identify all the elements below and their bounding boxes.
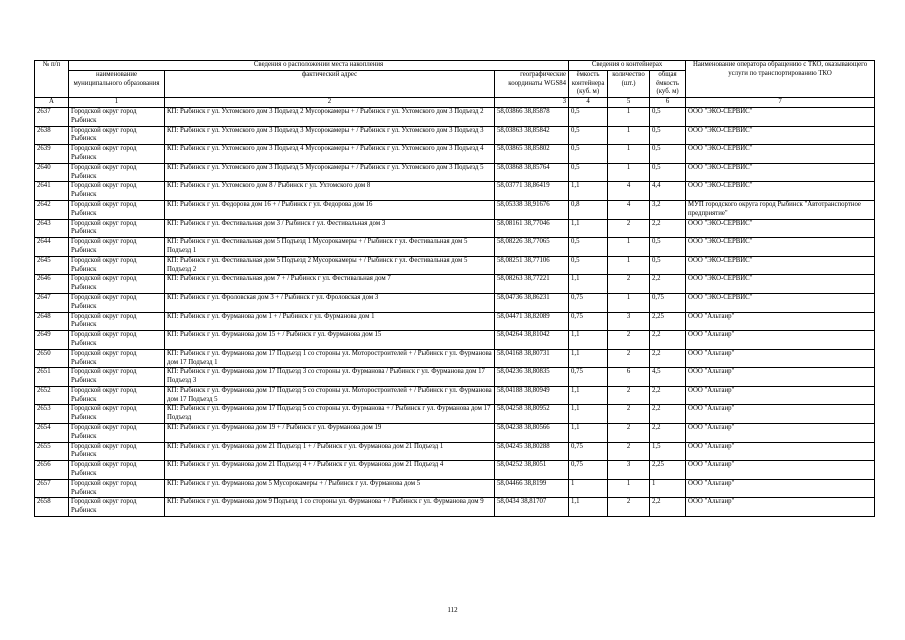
municipality-cell: Городской округ город Рыбинск bbox=[69, 405, 165, 424]
count-cell: 1 bbox=[608, 126, 650, 145]
operator-cell: ООО "Альтаир" bbox=[686, 424, 875, 443]
row-number: 2656 bbox=[35, 461, 69, 480]
total-capacity-cell: 2,2 bbox=[650, 349, 686, 368]
address-cell: КП: Рыбинск г ул. Фурманова дом 17 Подъезд 5 со стороны ул. Моторостроителей + / Рыбинск г ул. Фурманова дом 17 Подъезд 5 bbox=[165, 386, 495, 405]
header-operator: Наименование оператора обращению с ТКО, оказывающего услуги по транспортированию ТКО bbox=[686, 61, 875, 98]
operator-cell: ООО "ЭКО-СЕРВИС" bbox=[686, 293, 875, 312]
municipality-cell: Городской округ город Рыбинск bbox=[69, 368, 165, 387]
address-cell: КП: Рыбинск г ул. Фурманова дом 21 Подъезд 4 + / Рыбинск г ул. Фурманова дом 21 Подъезд 4 bbox=[165, 461, 495, 480]
municipality-cell: Городской округ город Рыбинск bbox=[69, 126, 165, 145]
coordinates-cell: 58,04258 38,80952 bbox=[495, 405, 569, 424]
count-cell: 3 bbox=[608, 312, 650, 331]
coordinates-cell: 58,03863 38,85842 bbox=[495, 126, 569, 145]
table-row bbox=[35, 331, 875, 350]
index-cell: 7 bbox=[686, 98, 875, 108]
table-row bbox=[35, 312, 875, 331]
count-cell: 2 bbox=[608, 331, 650, 350]
table-row bbox=[35, 461, 875, 480]
row-number: 2650 bbox=[35, 349, 69, 368]
municipality-cell: Городской округ город Рыбинск bbox=[69, 331, 165, 350]
total-capacity-cell: 0,5 bbox=[650, 126, 686, 145]
count-cell: 2 bbox=[608, 349, 650, 368]
header-coords: географические координаты WGS84 bbox=[495, 70, 569, 97]
coordinates-cell: 58,04188 38,80949 bbox=[495, 386, 569, 405]
municipality-cell: Городской округ город Рыбинск bbox=[69, 349, 165, 368]
coordinates-cell: 58,08226 38,77065 bbox=[495, 238, 569, 257]
municipality-cell: Городской округ город Рыбинск bbox=[69, 442, 165, 461]
coordinates-cell: 58,04238 38,80566 bbox=[495, 424, 569, 443]
address-cell: КП: Рыбинск г ул. Фроловская дом 3 + / Рыбинск г ул. Фроловская дом 3 bbox=[165, 293, 495, 312]
capacity-cell: 0,5 bbox=[569, 126, 608, 145]
header-municipality: наименование муниципального образования bbox=[69, 70, 165, 97]
coordinates-cell: 58,08263 38,77221 bbox=[495, 275, 569, 294]
index-cell: 3 bbox=[495, 98, 569, 108]
coordinates-cell: 58,04471 38,82089 bbox=[495, 312, 569, 331]
index-row bbox=[35, 98, 875, 108]
operator-cell: ООО "ЭКО-СЕРВИС" bbox=[686, 238, 875, 257]
row-number: 2652 bbox=[35, 386, 69, 405]
operator-cell: ООО "ЭКО-СЕРВИС" bbox=[686, 275, 875, 294]
total-capacity-cell: 3,2 bbox=[650, 200, 686, 219]
row-number: 2648 bbox=[35, 312, 69, 331]
table-row bbox=[35, 200, 875, 219]
count-cell: 2 bbox=[608, 219, 650, 238]
count-cell: 1 bbox=[608, 293, 650, 312]
operator-cell: ООО "ЭКО-СЕРВИС" bbox=[686, 182, 875, 201]
operator-cell: МУП городского округа город Рыбинск "Автотранспортное предприятие" bbox=[686, 200, 875, 219]
capacity-cell: 0,75 bbox=[569, 442, 608, 461]
total-capacity-cell: 0,5 bbox=[650, 256, 686, 275]
address-cell: КП: Рыбинск г ул. Ухтомского дом 3 Подъезд 2 Мусорокамеры + / Рыбинск г ул. Ухтомского дом 3 Подъезд 2 bbox=[165, 107, 495, 126]
coordinates-cell: 58,03868 38,85764 bbox=[495, 163, 569, 182]
row-number: 2646 bbox=[35, 275, 69, 294]
row-number: 2642 bbox=[35, 200, 69, 219]
header-total: общая ёмкость (куб. м) bbox=[650, 70, 686, 97]
count-cell: 1 bbox=[608, 145, 650, 164]
header-num: № п/п bbox=[35, 61, 69, 98]
municipality-cell: Городской округ город Рыбинск bbox=[69, 107, 165, 126]
row-number: 2658 bbox=[35, 498, 69, 517]
total-capacity-cell: 1,5 bbox=[650, 442, 686, 461]
table-row bbox=[35, 349, 875, 368]
coordinates-cell: 58,03865 38,85802 bbox=[495, 145, 569, 164]
address-cell: КП: Рыбинск г ул. Ухтомского дом 3 Подъезд 4 Мусорокамеры + / Рыбинск г ул. Ухтомского дом 3 Подъезд 4 bbox=[165, 145, 495, 164]
row-number: 2657 bbox=[35, 479, 69, 498]
capacity-cell: 1,1 bbox=[569, 405, 608, 424]
coordinates-cell: 58,04736 38,86231 bbox=[495, 293, 569, 312]
operator-cell: ООО "Альтаир" bbox=[686, 386, 875, 405]
capacity-cell: 0,5 bbox=[569, 107, 608, 126]
index-cell: 2 bbox=[165, 98, 495, 108]
table-row bbox=[35, 163, 875, 182]
capacity-cell: 1,1 bbox=[569, 349, 608, 368]
row-number: 2653 bbox=[35, 405, 69, 424]
operator-cell: ООО "Альтаир" bbox=[686, 349, 875, 368]
total-capacity-cell: 4,4 bbox=[650, 182, 686, 201]
row-number: 2649 bbox=[35, 331, 69, 350]
municipality-cell: Городской округ город Рыбинск bbox=[69, 386, 165, 405]
capacity-cell: 0,5 bbox=[569, 145, 608, 164]
table-row bbox=[35, 424, 875, 443]
operator-cell: ООО "ЭКО-СЕРВИС" bbox=[686, 163, 875, 182]
address-cell: КП: Рыбинск г ул. Фурманова дом 1 + / Рыбинск г ул. Фурманова дом 1 bbox=[165, 312, 495, 331]
municipality-cell: Городской округ город Рыбинск bbox=[69, 424, 165, 443]
total-capacity-cell: 0,75 bbox=[650, 293, 686, 312]
coordinates-cell: 58,04245 38,80288 bbox=[495, 442, 569, 461]
coordinates-cell: 58,08251 38,77106 bbox=[495, 256, 569, 275]
table-row bbox=[35, 293, 875, 312]
coordinates-cell: 58,08161 38,77046 bbox=[495, 219, 569, 238]
coordinates-cell: 58,0434 38,81707 bbox=[495, 498, 569, 517]
address-cell: КП: Рыбинск г ул. Фурманова дом 21 Подъезд 1 + / Рыбинск г ул. Фурманова дом 21 Подъезд 1 bbox=[165, 442, 495, 461]
address-cell: КП: Рыбинск г ул. Фурманова дом 5 Мусорокамеры + / Рыбинск г ул. Фурманова дом 5 bbox=[165, 479, 495, 498]
total-capacity-cell: 0,5 bbox=[650, 145, 686, 164]
index-cell: А bbox=[35, 98, 69, 108]
count-cell: 1 bbox=[608, 163, 650, 182]
capacity-cell: 1,1 bbox=[569, 498, 608, 517]
address-cell: КП: Рыбинск г ул. Фурманова дом 9 Подъезд 1 со стороны ул. Фурманова + / Рыбинск г ул. Фурманова дом 9 bbox=[165, 498, 495, 517]
table-row bbox=[35, 107, 875, 126]
row-number: 2655 bbox=[35, 442, 69, 461]
operator-cell: ООО "Альтаир" bbox=[686, 442, 875, 461]
count-cell: 1 bbox=[608, 479, 650, 498]
count-cell: 2 bbox=[608, 424, 650, 443]
row-number: 2643 bbox=[35, 219, 69, 238]
municipality-cell: Городской округ город Рыбинск bbox=[69, 275, 165, 294]
municipality-cell: Городской округ город Рыбинск bbox=[69, 256, 165, 275]
address-cell: КП: Рыбинск г ул. Ухтомского дом 3 Подъезд 3 Мусорокамеры + / Рыбинск г ул. Ухтомского дом 3 Подъезд 3 bbox=[165, 126, 495, 145]
address-cell: КП: Рыбинск г ул. Фурманова дом 19 + / Рыбинск г ул. Фурманова дом 19 bbox=[165, 424, 495, 443]
row-number: 2644 bbox=[35, 238, 69, 257]
operator-cell: ООО "ЭКО-СЕРВИС" bbox=[686, 126, 875, 145]
municipality-cell: Городской округ город Рыбинск bbox=[69, 219, 165, 238]
operator-cell: ООО "Альтаир" bbox=[686, 331, 875, 350]
municipality-cell: Городской округ город Рыбинск bbox=[69, 238, 165, 257]
address-cell: КП: Рыбинск г ул. Фурманова дом 17 Подъезд 3 со стороны ул. Фурманова / Рыбинск г ул. Фурманова дом 17 Подъезд 3 bbox=[165, 368, 495, 387]
capacity-cell: 1,1 bbox=[569, 219, 608, 238]
operator-cell: ООО "Альтаир" bbox=[686, 479, 875, 498]
table-row bbox=[35, 498, 875, 517]
row-number: 2647 bbox=[35, 293, 69, 312]
index-cell: 1 bbox=[69, 98, 165, 108]
capacity-cell: 1 bbox=[569, 479, 608, 498]
table-row bbox=[35, 182, 875, 201]
total-capacity-cell: 2,2 bbox=[650, 331, 686, 350]
operator-cell: ООО "ЭКО-СЕРВИС" bbox=[686, 145, 875, 164]
address-cell: КП: Рыбинск г ул. Фестивальная дом 3 / Рыбинск г ул. Фестивальная дом 3 bbox=[165, 219, 495, 238]
capacity-cell: 1,1 bbox=[569, 331, 608, 350]
capacity-cell: 0,75 bbox=[569, 368, 608, 387]
operator-cell: ООО "ЭКО-СЕРВИС" bbox=[686, 219, 875, 238]
total-capacity-cell: 2,25 bbox=[650, 461, 686, 480]
municipality-cell: Городской округ город Рыбинск bbox=[69, 461, 165, 480]
table-row bbox=[35, 479, 875, 498]
municipality-cell: Городской округ город Рыбинск bbox=[69, 182, 165, 201]
coordinates-cell: 58,05338 38,91676 bbox=[495, 200, 569, 219]
count-cell: 2 bbox=[608, 405, 650, 424]
address-cell: КП: Рыбинск г ул. Фурманова дом 17 Подъезд 1 со стороны ул. Моторостроителей + / Рыбинск г ул. Фурманова дом 17 Подъезд 1 bbox=[165, 349, 495, 368]
coordinates-cell: 58,04466 38,8199 bbox=[495, 479, 569, 498]
capacity-cell: 0,5 bbox=[569, 163, 608, 182]
header-address: фактический адрес bbox=[165, 70, 495, 97]
address-cell: КП: Рыбинск г ул. Федорова дом 16 + / Рыбинск г ул. Федорова дом 16 bbox=[165, 200, 495, 219]
total-capacity-cell: 1 bbox=[650, 479, 686, 498]
count-cell: 3 bbox=[608, 461, 650, 480]
municipality-cell: Городской округ город Рыбинск bbox=[69, 200, 165, 219]
table-row bbox=[35, 219, 875, 238]
total-capacity-cell: 2,2 bbox=[650, 405, 686, 424]
page-number: 112 bbox=[447, 606, 458, 614]
total-capacity-cell: 2,2 bbox=[650, 275, 686, 294]
total-capacity-cell: 0,5 bbox=[650, 163, 686, 182]
address-cell: КП: Рыбинск г ул. Фурманова дом 15 + / Рыбинск г ул. Фурманова дом 15 bbox=[165, 331, 495, 350]
capacity-cell: 0,8 bbox=[569, 200, 608, 219]
operator-cell: ООО "Альтаир" bbox=[686, 368, 875, 387]
address-cell: КП: Рыбинск г ул. Ухтомского дом 8 / Рыбинск г ул. Ухтомского дом 8 bbox=[165, 182, 495, 201]
coordinates-cell: 58,04168 38,80731 bbox=[495, 349, 569, 368]
coordinates-cell: 58,03866 38,85878 bbox=[495, 107, 569, 126]
address-cell: КП: Рыбинск г ул. Фестивальная дом 5 Подъезд 2 Мусорокамеры + / Рыбинск г ул. Фестивальная дом 5 Подъезд 2 bbox=[165, 256, 495, 275]
row-number: 2640 bbox=[35, 163, 69, 182]
operator-cell: ООО "Альтаир" bbox=[686, 498, 875, 517]
row-number: 2638 bbox=[35, 126, 69, 145]
header-capacity: ёмкость контейнера (куб. м) bbox=[569, 70, 608, 97]
capacity-cell: 0,5 bbox=[569, 238, 608, 257]
count-cell: 1 bbox=[608, 256, 650, 275]
total-capacity-cell: 2,25 bbox=[650, 312, 686, 331]
address-cell: КП: Рыбинск г ул. Фестивальная дом 5 Подъезд 1 Мусорокамеры + / Рыбинск г ул. Фестивальная дом 5 Подъезд 1 bbox=[165, 238, 495, 257]
index-cell: 5 bbox=[608, 98, 650, 108]
table-row bbox=[35, 442, 875, 461]
table-row bbox=[35, 256, 875, 275]
operator-cell: ООО "Альтаир" bbox=[686, 312, 875, 331]
row-number: 2639 bbox=[35, 145, 69, 164]
table-row bbox=[35, 386, 875, 405]
header-count: количество (шт.) bbox=[608, 70, 650, 97]
index-cell: 4 bbox=[569, 98, 608, 108]
municipality-cell: Городской округ город Рыбинск bbox=[69, 293, 165, 312]
total-capacity-cell: 2,2 bbox=[650, 219, 686, 238]
municipality-cell: Городской округ город Рыбинск bbox=[69, 145, 165, 164]
count-cell: 6 bbox=[608, 368, 650, 387]
municipality-cell: Городской округ город Рыбинск bbox=[69, 498, 165, 517]
operator-cell: ООО "Альтаир" bbox=[686, 405, 875, 424]
index-cell: 6 bbox=[650, 98, 686, 108]
address-cell: КП: Рыбинск г ул. Фестивальная дом 7 + / Рыбинск г ул. Фестивальная дом 7 bbox=[165, 275, 495, 294]
row-number: 2645 bbox=[35, 256, 69, 275]
municipality-cell: Городской округ город Рыбинск bbox=[69, 479, 165, 498]
address-cell: КП: Рыбинск г ул. Фурманова дом 17 Подъезд 5 со стороны ул. Фурманова + / Рыбинск г ул. Фурманова дом 17 Подъезд bbox=[165, 405, 495, 424]
total-capacity-cell: 4,5 bbox=[650, 368, 686, 387]
capacity-cell: 0,75 bbox=[569, 461, 608, 480]
municipality-cell: Городской округ город Рыбинск bbox=[69, 312, 165, 331]
registry-table bbox=[34, 60, 875, 517]
capacity-cell: 0,75 bbox=[569, 312, 608, 331]
municipality-cell: Городской округ город Рыбинск bbox=[69, 163, 165, 182]
row-number: 2654 bbox=[35, 424, 69, 443]
coordinates-cell: 58,04236 38,80835 bbox=[495, 368, 569, 387]
capacity-cell: 1,1 bbox=[569, 182, 608, 201]
capacity-cell: 1,1 bbox=[569, 386, 608, 405]
count-cell: 2 bbox=[608, 498, 650, 517]
operator-cell: ООО "Альтаир" bbox=[686, 461, 875, 480]
header-location-group: Сведения о расположении места накопления bbox=[69, 61, 569, 71]
count-cell: 2 bbox=[608, 442, 650, 461]
operator-cell: ООО "ЭКО-СЕРВИС" bbox=[686, 256, 875, 275]
coordinates-cell: 58,03771 38,86419 bbox=[495, 182, 569, 201]
address-cell: КП: Рыбинск г ул. Ухтомского дом 3 Подъезд 5 Мусорокамеры + / Рыбинск г ул. Ухтомского дом 3 Подъезд 5 bbox=[165, 163, 495, 182]
header-containers-group: Сведения о контейнерах bbox=[569, 61, 686, 71]
table-row bbox=[35, 126, 875, 145]
count-cell: 2 bbox=[608, 386, 650, 405]
operator-cell: ООО "ЭКО-СЕРВИС" bbox=[686, 107, 875, 126]
coordinates-cell: 58,04252 38,8051 bbox=[495, 461, 569, 480]
capacity-cell: 1,1 bbox=[569, 275, 608, 294]
table-row bbox=[35, 145, 875, 164]
total-capacity-cell: 0,5 bbox=[650, 238, 686, 257]
table-row bbox=[35, 238, 875, 257]
total-capacity-cell: 2,2 bbox=[650, 386, 686, 405]
count-cell: 4 bbox=[608, 200, 650, 219]
row-number: 2651 bbox=[35, 368, 69, 387]
table-row bbox=[35, 405, 875, 424]
table-row bbox=[35, 275, 875, 294]
coordinates-cell: 58,04264 38,81042 bbox=[495, 331, 569, 350]
count-cell: 1 bbox=[608, 238, 650, 257]
count-cell: 1 bbox=[608, 107, 650, 126]
total-capacity-cell: 0,5 bbox=[650, 107, 686, 126]
total-capacity-cell: 2,2 bbox=[650, 424, 686, 443]
capacity-cell: 1,1 bbox=[569, 424, 608, 443]
table-row bbox=[35, 368, 875, 387]
count-cell: 4 bbox=[608, 182, 650, 201]
row-number: 2641 bbox=[35, 182, 69, 201]
capacity-cell: 0,5 bbox=[569, 256, 608, 275]
total-capacity-cell: 2,2 bbox=[650, 498, 686, 517]
count-cell: 2 bbox=[608, 275, 650, 294]
capacity-cell: 0,75 bbox=[569, 293, 608, 312]
row-number: 2637 bbox=[35, 107, 69, 126]
